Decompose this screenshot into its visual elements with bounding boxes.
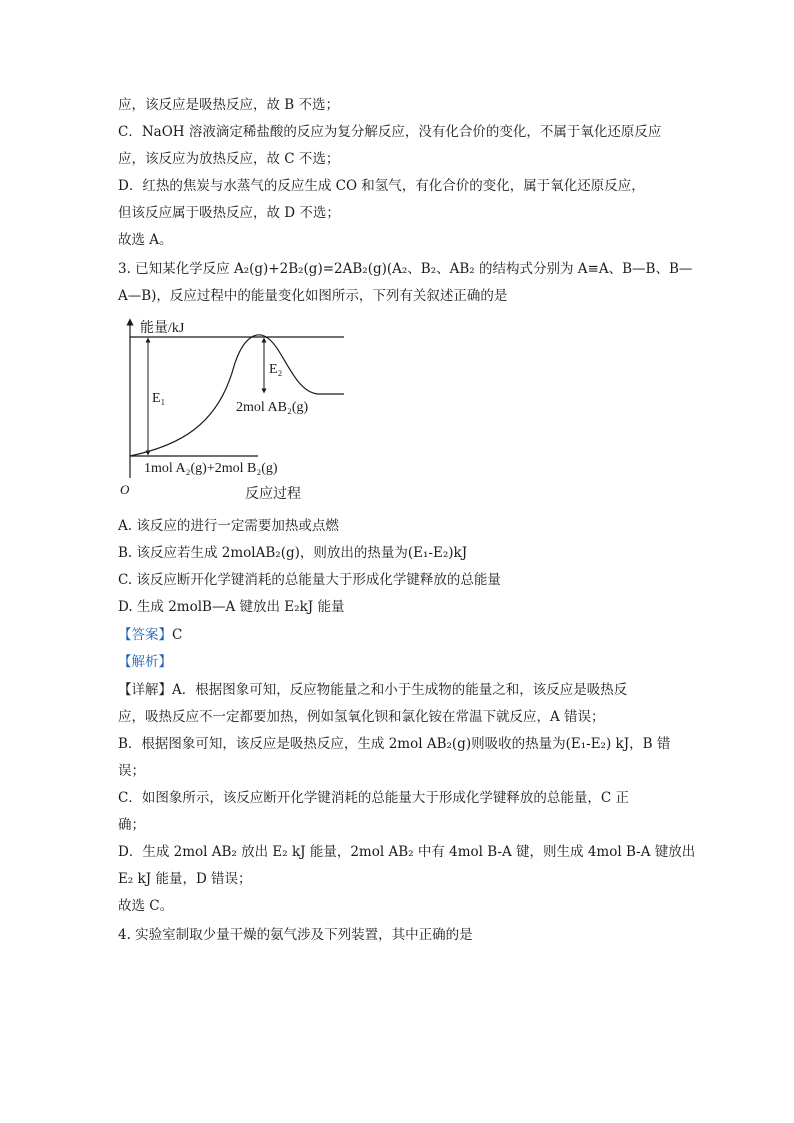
text-line: C．NaOH 溶液滴定稀盐酸的反应为复分解反应，没有化合价的变化，不属于氧化还原反应 — [118, 124, 662, 140]
e1-label: E₁ — [152, 391, 166, 406]
product-label: 2mol AB₂(g) — [236, 400, 309, 415]
answer-value: C — [172, 627, 183, 643]
option-a: A. 该反应的进行一定需要加热或点燃 — [118, 518, 339, 534]
analysis-text: B．根据图象可知，该反应是吸热反应，生成 2mol AB₂(g)则吸收的热量为(E₁-E₂) kJ，B 错 — [118, 736, 671, 752]
option-d: D. 生成 2molB—A 键放出 E₂kJ 能量 — [118, 599, 345, 615]
text-line: D．红热的焦炭与水蒸气的反应生成 CO 和氢气，有化合价的变化，属于氧化还原反应， — [118, 178, 645, 194]
question-4-stem: 4. 实验室制取少量干燥的氨气涉及下列装置，其中正确的是 — [118, 927, 473, 943]
analysis-text: A．根据图象可知，反应物能量之和小于生成物的能量之和，该反应是吸热反 — [172, 682, 628, 698]
analysis-text: 误； — [118, 763, 145, 779]
reactant-label: 1mol A₂(g)+2mol B₂(g) — [144, 461, 278, 476]
analysis-text: E₂ kJ 能量，D 错误； — [118, 871, 252, 887]
analysis-text: 确； — [118, 817, 145, 833]
e2-label: E₂ — [269, 362, 283, 377]
detail-line — [118, 681, 627, 699]
text-line: 应，该反应是吸热反应，故 B 不选； — [118, 97, 340, 113]
analysis-text: C．如图象所示，该反应断开化学键消耗的总能量大于形成化学键释放的总能量，C 正 — [118, 790, 629, 806]
option-c: C. 该反应断开化学键消耗的总能量大于形成化学键释放的总能量 — [118, 572, 501, 588]
origin-label: O — [120, 482, 130, 497]
text-line: 应，该反应为放热反应，故 C 不选； — [118, 151, 340, 167]
question-3-stem-cont: A—B)，反应过程中的能量变化如图所示，下列有关叙述正确的是 — [118, 288, 508, 304]
analysis-label: 【解析】 — [118, 654, 172, 670]
text-line: 但该反应属于吸热反应，故 D 不选； — [118, 205, 340, 221]
answer-line — [118, 626, 182, 644]
x-axis-label: 反应过程 — [245, 487, 301, 502]
detail-label: 【详解】 — [118, 682, 172, 698]
analysis-text: D．生成 2mol AB₂ 放出 E₂ kJ 能量，2mol AB₂ 中有 4mol B-A 键，则生成 4mol B-A 键放出 — [118, 844, 696, 860]
analysis-text: 应，吸热反应不一定都要加热，例如氢氧化钡和氯化铵在常温下就反应，A 错误； — [118, 709, 605, 725]
energy-diagram — [118, 316, 378, 506]
text-line: 故选 A。 — [118, 232, 173, 248]
option-b: B. 该反应若生成 2molAB₂(g)，则放出的热量为(E₁-E₂)kJ — [118, 545, 468, 561]
question-3-stem: 3. 已知某化学反应 A₂(g)+2B₂(g)=2AB₂(g)(A₂、B₂、AB₂ 的结构式分别为 A≡A、B—B、B— — [118, 261, 693, 277]
y-axis-label: 能量/kJ — [140, 321, 185, 336]
answer-label: 【答案】 — [118, 627, 172, 643]
analysis-text: 故选 C。 — [118, 898, 174, 914]
